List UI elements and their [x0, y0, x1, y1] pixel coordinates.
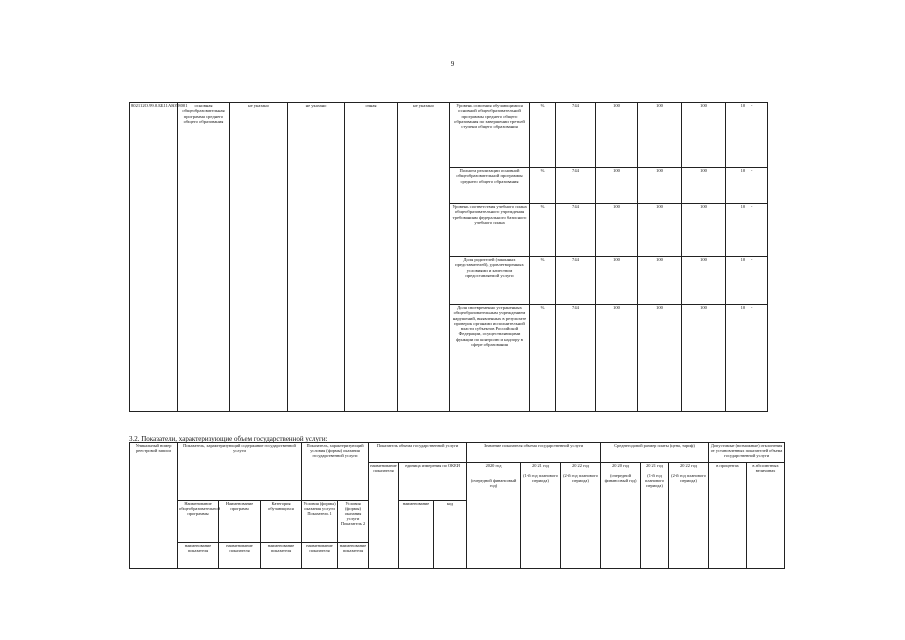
- header-indicator-name: наименование показателя: [369, 463, 399, 569]
- deviation-abs: -: [750, 204, 753, 209]
- deviation-cell: [726, 103, 768, 168]
- deviation-pct: 10: [740, 204, 746, 209]
- quality-indicators-table: [129, 102, 768, 412]
- okei-cell: 744: [556, 305, 596, 412]
- unit-cell: %: [530, 168, 556, 204]
- header-unit: единица измерения по ОКЕИ: [399, 463, 467, 501]
- registry-code-cell: 802112O.99.0.ББ11АЮ58001: [130, 103, 178, 412]
- deviation-pct: 10: [740, 103, 746, 108]
- deviation-pct: 10: [740, 305, 746, 310]
- not-specified-cell: не указано: [398, 103, 450, 412]
- deviation-cell: [726, 305, 768, 412]
- value-cell: 100: [638, 257, 682, 305]
- volume-indicators-table: [129, 442, 785, 569]
- deviation-abs: -: [750, 103, 753, 108]
- col-program-name: Наименование общеобразовательной программы: [178, 501, 219, 543]
- value-cell: 100: [638, 305, 682, 412]
- deviation-pct: 10: [740, 168, 746, 173]
- not-specified-cell: не указано: [230, 103, 288, 412]
- indicator-cell: Уровень соответствия учебного плана общеобразовательного учреждения требованиям федерального базисного учебного плана: [450, 204, 530, 257]
- value-cell: 100: [638, 103, 682, 168]
- okei-cell: 744: [556, 257, 596, 305]
- unit-cell: %: [530, 204, 556, 257]
- indicator-name-label: наименование показателя: [261, 543, 302, 569]
- header-unit-name: наименование: [399, 501, 434, 569]
- value-cell: 100: [682, 305, 726, 412]
- indicator-name-label: наименование показателя: [338, 543, 369, 569]
- header-fee-2020: 20 20 год (очередной финансовый год): [601, 463, 641, 569]
- header-fee-2022: 20 22 год (2-й год планового периода): [669, 463, 709, 569]
- value-cell: 100: [682, 204, 726, 257]
- header-conditions: Показатель, характеризующий условия (формы) оказания государственной услуги: [302, 443, 369, 501]
- header-code: код: [434, 501, 467, 569]
- header-content: Показатель, характеризующий содержание государственной услуги: [178, 443, 302, 501]
- value-cell: 100: [596, 168, 638, 204]
- value-cell: 100: [682, 103, 726, 168]
- value-cell: 100: [638, 204, 682, 257]
- header-fee: Среднегодовой размер платы (цена, тариф): [601, 443, 709, 463]
- value-cell: 100: [682, 257, 726, 305]
- deviation-abs: -: [750, 168, 753, 173]
- deviation-cell: [726, 204, 768, 257]
- value-cell: 100: [682, 168, 726, 204]
- program-cell: основная общеобразовательная программа среднего общего образования: [178, 103, 230, 412]
- header-fee-2021: 20 21 год (1-й год планового периода): [641, 463, 669, 569]
- header-percent: в процентах: [709, 463, 747, 569]
- col-condition-1: Условия (формы) оказания услуги Показатель 1: [302, 501, 338, 543]
- header-volume: Показатель объема государственной услуги: [369, 443, 467, 463]
- value-cell: 100: [596, 103, 638, 168]
- header-deviation: Допустимые (возможные) отклонения от установленных показателей объема государственной услуги: [709, 443, 785, 463]
- page-number: 9: [450, 60, 455, 68]
- col-programs: Наименование программ: [219, 501, 261, 543]
- section-title: 3.2. Показатели, характеризующие объем государственной услуги:: [129, 435, 328, 443]
- indicator-name-label: наименование показателя: [178, 543, 219, 569]
- unit-cell: %: [530, 305, 556, 412]
- form-cell: очная: [345, 103, 398, 412]
- okei-cell: 744: [556, 204, 596, 257]
- deviation-abs: -: [750, 257, 753, 262]
- indicator-name-label: наименование показателя: [219, 543, 261, 569]
- header-absolute: в абсолютных величинах: [747, 463, 785, 569]
- deviation-abs: -: [750, 305, 753, 310]
- unit-cell: %: [530, 257, 556, 305]
- col-condition-2: Условия (формы) оказания услуги Показатель 2: [338, 501, 369, 543]
- header-value: Значение показателя объема государственной услуги: [467, 443, 601, 463]
- col-category: Категория обучающихся: [261, 501, 302, 543]
- value-cell: 100: [596, 257, 638, 305]
- indicator-name-label: наименование показателя: [302, 543, 338, 569]
- unit-cell: %: [530, 103, 556, 168]
- deviation-cell: [726, 257, 768, 305]
- indicator-cell: Доля своевременно устраненных общеобразовательным учреждением нарушений, выявленных в результате проверок органами исполнительной власти субъектов Российской Федерации, осуществляющими функции по контролю и надзору в сфере образования: [450, 305, 530, 412]
- value-cell: 100: [596, 305, 638, 412]
- indicator-cell: Доля родителей (законных представителей), удовлетворенных условиями и качеством предоставляемой услуги: [450, 257, 530, 305]
- okei-cell: 744: [556, 168, 596, 204]
- deviation-cell: [726, 168, 768, 204]
- header-year-2021: 20 21 год (1-й год планового периода): [521, 463, 561, 569]
- value-cell: 100: [638, 168, 682, 204]
- indicator-cell: Уровень освоения обучающимися основной общеобразовательной программы среднего общего образования по завершении третьей ступени общего образования: [450, 103, 530, 168]
- deviation-pct: 10: [740, 257, 746, 262]
- header-registry: Уникальный номер реестровой записи: [130, 443, 178, 569]
- okei-cell: 744: [556, 103, 596, 168]
- indicator-cell: Полнота реализации основной общеобразовательной программы среднего общего образования: [450, 168, 530, 204]
- header-year-2022: 20 22 год (2-й год планового периода): [561, 463, 601, 569]
- header-year-2020: 2020 год (очередной финансовый год): [467, 463, 521, 569]
- value-cell: 100: [596, 204, 638, 257]
- not-specified-cell: не указано: [288, 103, 345, 412]
